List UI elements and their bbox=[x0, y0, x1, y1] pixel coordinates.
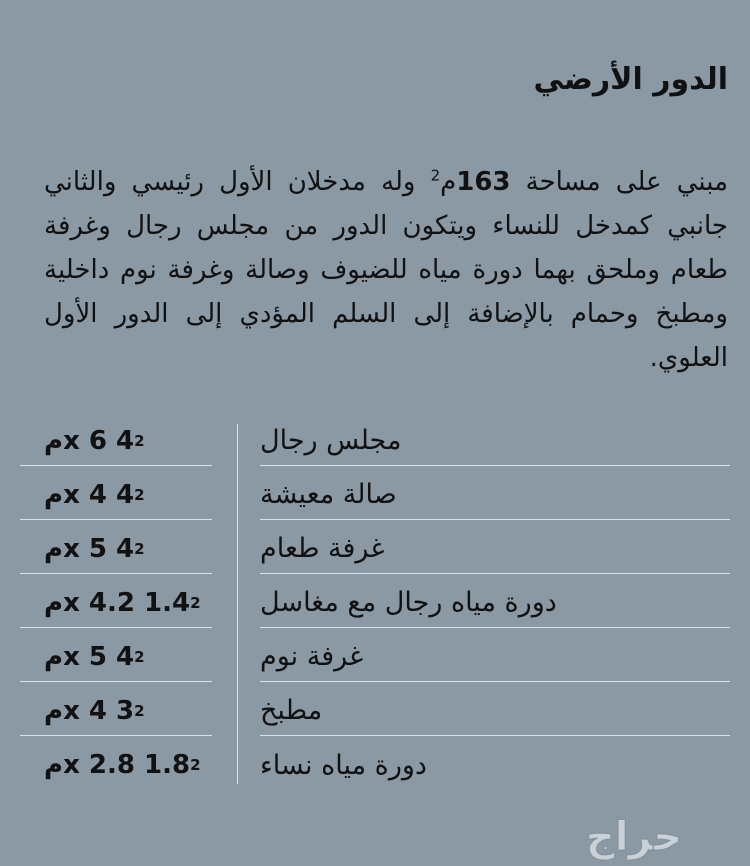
room-dimensions: 4 x 6م 2 bbox=[20, 416, 212, 466]
dimension-value: 3 x 4م bbox=[44, 695, 135, 726]
table-row bbox=[20, 578, 730, 632]
rooms-table bbox=[20, 416, 730, 794]
dimension-value: 4 x 5م bbox=[44, 533, 135, 564]
table-row bbox=[20, 416, 730, 470]
room-dimensions: 4 x 5م 2 bbox=[20, 524, 212, 574]
area-value: 163 bbox=[456, 167, 511, 197]
room-name: غرفة نوم bbox=[260, 632, 730, 682]
area-unit-exponent: 2 bbox=[430, 166, 441, 185]
room-dimensions: 3 x 4م 2 bbox=[20, 686, 212, 736]
description-text-rest: وله مدخلان الأول رئيسي والثاني جانبي كمدخل للنساء ويتكون الدور من مجلس رجال وغرفة طعام وملحق بهما دورة مياه للضيوف وصالة وغرفة نوم داخلية ومطبخ وحمام بالإضافة إلى السلم المؤدي إلى الدور الأول العلوي. bbox=[44, 167, 728, 373]
table-row bbox=[20, 524, 730, 578]
dimension-value: 1.8 x 2.8م bbox=[44, 750, 191, 780]
page-title: الدور الأرضي bbox=[533, 62, 728, 97]
room-dimensions: 4 x 5م 2 bbox=[20, 632, 212, 682]
room-dimensions: 1.4 x 4.2م 2 bbox=[20, 578, 212, 628]
room-name: مجلس رجال bbox=[260, 416, 730, 466]
haraj-watermark-logo bbox=[528, 812, 740, 862]
room-dimensions: 4 x 4م 2 bbox=[20, 470, 212, 520]
dimension-value: 1.4 x 4.2م bbox=[44, 587, 191, 618]
room-name: صالة معيشة bbox=[260, 470, 730, 520]
dimension-value: 4 x 5م bbox=[44, 641, 135, 672]
table-row bbox=[20, 740, 730, 794]
room-name: غرفة طعام bbox=[260, 524, 730, 574]
dimension-value: 4 x 4م bbox=[44, 479, 135, 510]
description-paragraph bbox=[44, 160, 728, 380]
dimension-value: 4 x 6م bbox=[44, 425, 135, 456]
room-dimensions: 1.8 x 2.8م 2 bbox=[44, 750, 201, 780]
table-row bbox=[20, 686, 730, 740]
table-row bbox=[20, 632, 730, 686]
room-name: مطبخ bbox=[260, 686, 730, 736]
area-unit: م bbox=[440, 167, 457, 197]
watermark-text: حراج bbox=[585, 814, 683, 860]
description-text-start: مبني على مساحة bbox=[510, 167, 728, 197]
table-row bbox=[20, 470, 730, 524]
room-name: دورة مياه رجال مع مغاسل bbox=[260, 578, 730, 628]
room-name: دورة مياه نساء bbox=[260, 749, 427, 781]
